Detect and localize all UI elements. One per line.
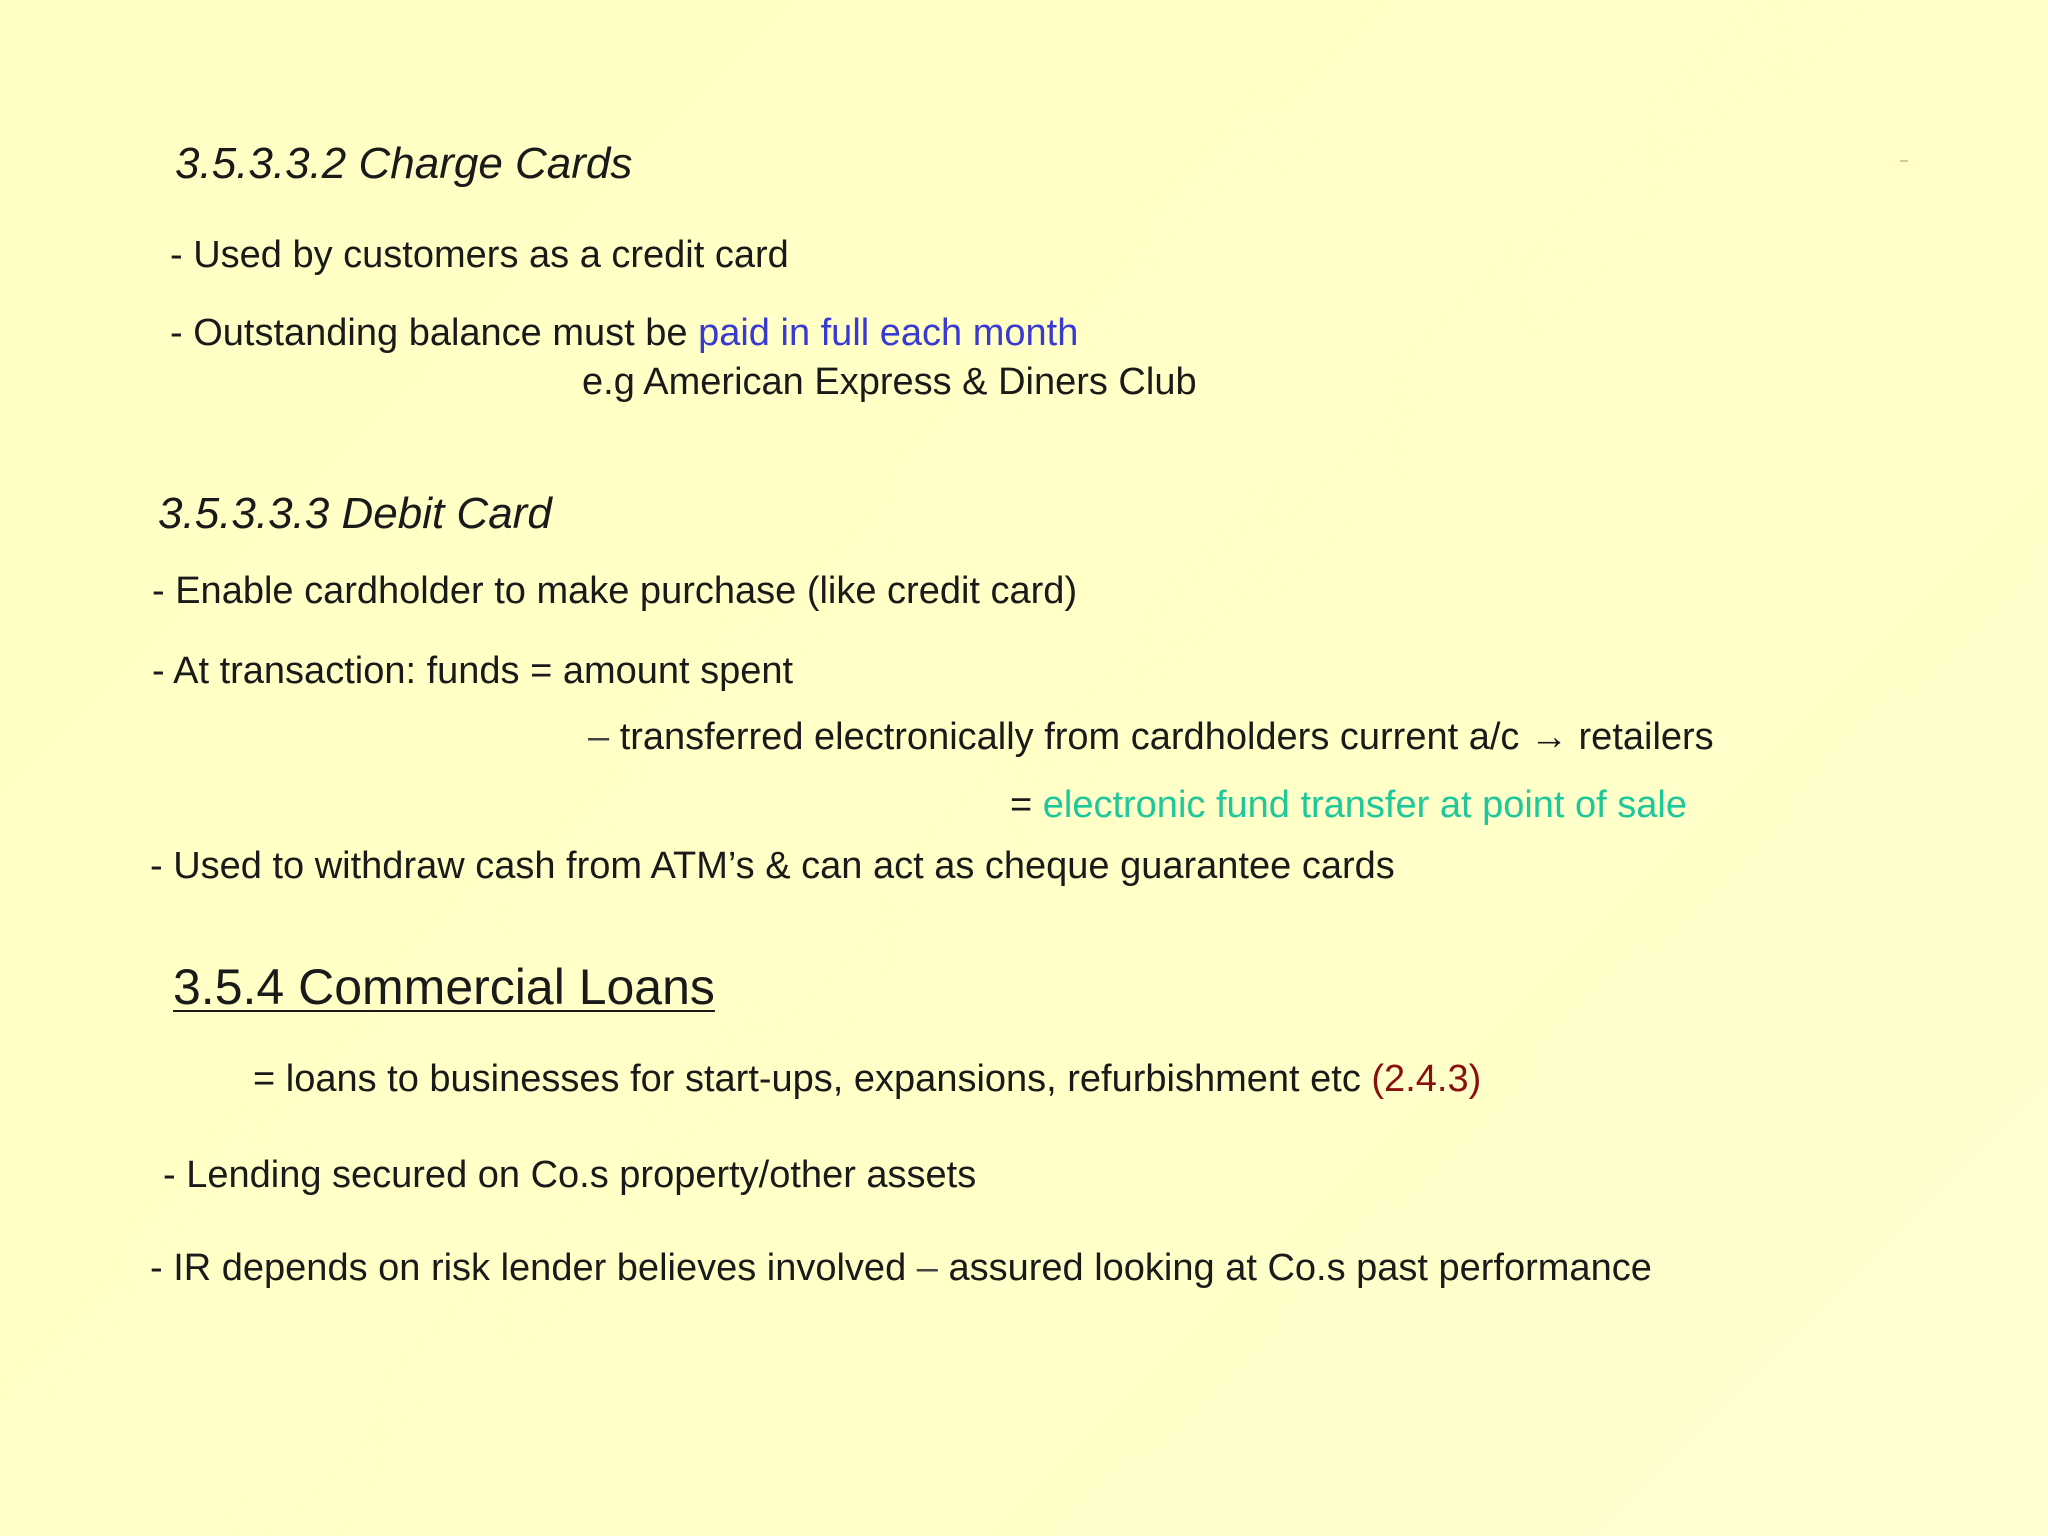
transfer-dash: – (588, 716, 610, 758)
commercial-loans-heading: 3.5.4 Commercial Loans (173, 959, 715, 1015)
charge-cards-bullet-credit: - Used by customers as a credit card (170, 234, 789, 276)
debit-card-bullet-atm: - Used to withdraw cash from ATM’s & can act as cheque guarantee cards (150, 845, 1395, 887)
commercial-loans-definition (253, 1060, 1481, 1098)
eftpos-highlight: electronic fund transfer at point of sale (1042, 784, 1688, 826)
commercial-loans-bullet-ir (150, 1249, 1652, 1287)
debit-card-transfer-line (588, 718, 1714, 756)
debit-card-heading: 3.5.3.3.3 Debit Card (158, 489, 552, 538)
arrow-right-icon: → (1529, 716, 1568, 758)
transfer-end: retailers (1578, 716, 1714, 758)
balance-text: - Outstanding balance must be (170, 312, 699, 354)
balance-highlight: paid in full each month (698, 312, 1079, 354)
debit-card-bullet-purchase: - Enable cardholder to make purchase (like credit card) (152, 570, 1078, 612)
ir-suffix: assured looking at Co.s past performance (937, 1247, 1652, 1289)
charge-cards-example: e.g American Express & Diners Club (582, 361, 1197, 403)
transfer-text: transferred electronically from cardholders current a/c (619, 716, 1520, 758)
debit-card-bullet-transaction: - At transaction: funds = amount spent (152, 650, 794, 692)
ir-dash: – (916, 1247, 938, 1289)
commercial-loans-bullet-secured: - Lending secured on Co.s property/other assets (163, 1154, 977, 1196)
charge-cards-bullet-balance (170, 314, 1078, 352)
charge-cards-heading: 3.5.3.3.2 Charge Cards (175, 139, 633, 188)
decorative-mark (1900, 160, 1908, 162)
eftpos-prefix: = (1010, 784, 1043, 826)
definition-text: = loans to businesses for start-ups, expansions, refurbishment etc (253, 1058, 1372, 1100)
debit-card-eftpos-line (1010, 786, 1687, 824)
ir-text: - IR depends on risk lender believes involved (150, 1247, 917, 1289)
definition-reference: (2.4.3) (1371, 1058, 1482, 1100)
